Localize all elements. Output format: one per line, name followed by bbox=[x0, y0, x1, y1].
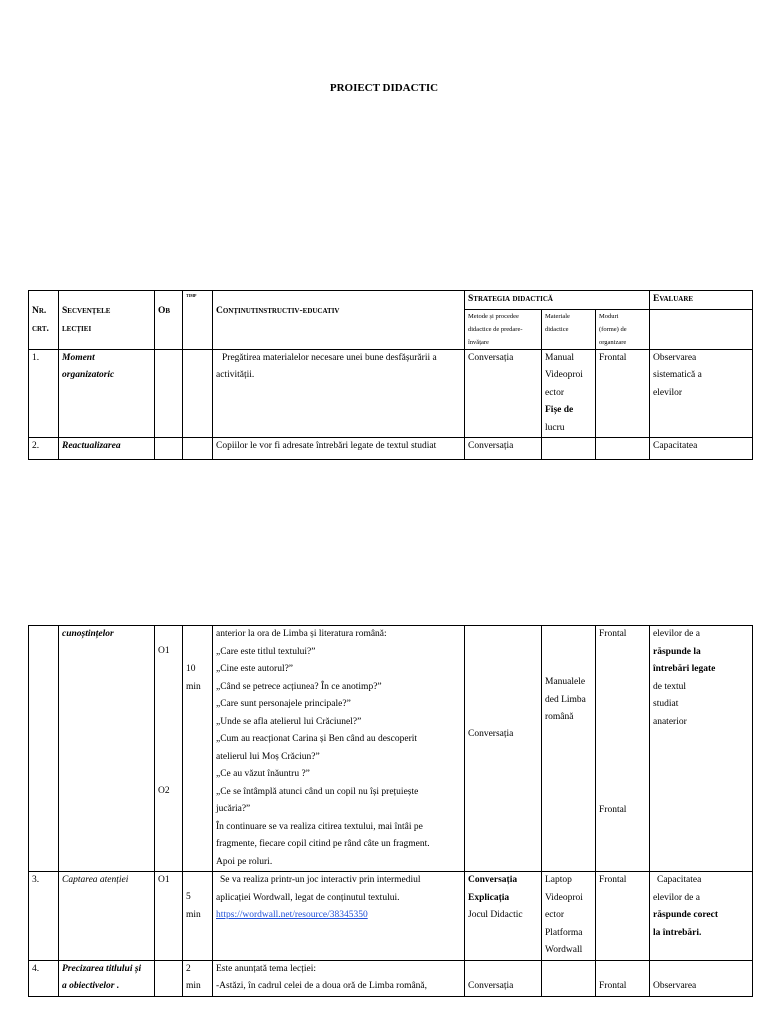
header-ob: Ob bbox=[155, 291, 183, 350]
row-ob bbox=[155, 438, 183, 460]
row-content: Este anunțată tema lecției: -Astăzi, în cadrul celei de a doua oră de Limba română, bbox=[213, 960, 465, 996]
row-materiale: Manualele ded Limba română bbox=[542, 626, 596, 872]
row-content: Copiilor le vor fi adresate întrebări legate de textul studiat bbox=[213, 438, 465, 460]
table-row bbox=[29, 626, 753, 872]
row-secventa: Precizarea titlului și a obiectivelor . bbox=[59, 960, 155, 996]
row-secventa: Captarea atenției bbox=[59, 872, 155, 961]
row-materiale bbox=[542, 438, 596, 460]
header-timp: timp bbox=[183, 291, 213, 350]
header-strategia: Strategia didactică bbox=[465, 291, 650, 310]
row-content: anterior la ora de Limba și literatura română: „Care este titlul textului?” „Cine este autorul?” „Când se petrece acțiunea? În ce anotimp?” „Care sunt personajele principale?” „Unde se afla atelierul lui Crăciunel?” „Cum au reacționat Carina și Ben când au descoperit atelierul lui Moș Crăciun?” „Ce au văzut înăuntru ?” „Ce se întâmplă atunci când un copil nu își prețuiește jucăria?” În continuare se va realiza citirea textului, mai întâi pe fragmente, fiecare copil citind pe rând câte un fragment. Apoi pe roluri. bbox=[213, 626, 465, 872]
header-secvente: Secvențele lecției bbox=[59, 291, 155, 350]
header-nr: Nr. crt. bbox=[29, 291, 59, 350]
table-row bbox=[29, 438, 753, 460]
row-evaluare: Observarea bbox=[650, 960, 753, 996]
row-metode: Conversația Explicația Jocul Didactic bbox=[465, 872, 542, 961]
table-row bbox=[29, 872, 753, 961]
row-secventa: Moment organizatoric bbox=[59, 349, 155, 438]
row-ob: O1 O2 bbox=[155, 626, 183, 872]
row-moduri: Frontal bbox=[596, 960, 650, 996]
table-row bbox=[29, 349, 753, 438]
lesson-plan-table-continued bbox=[28, 625, 753, 997]
row-metode: Conversația bbox=[465, 626, 542, 872]
row-moduri: Frontal bbox=[596, 349, 650, 438]
row-timp: 5 min bbox=[183, 872, 213, 961]
row-nr: 3. bbox=[29, 872, 59, 961]
row-secventa: Reactualizarea bbox=[59, 438, 155, 460]
row-nr: 2. bbox=[29, 438, 59, 460]
row-ob: O1 bbox=[155, 872, 183, 961]
row-moduri: Frontal Frontal bbox=[596, 626, 650, 872]
row-content: Se va realiza printr-un joc interactiv prin intermediul aplicației Wordwall, legat de conținutul textului. https://wordwall.net/resource/38345350 bbox=[213, 872, 465, 961]
row-evaluare: Capacitatea elevilor de a răspunde corect la întrebări. bbox=[650, 872, 753, 961]
row-materiale: Manual Videoproi ector Fișe de lucru bbox=[542, 349, 596, 438]
row-metode: Conversația bbox=[465, 349, 542, 438]
row-materiale: Laptop Videoproi ector Platforma Wordwall bbox=[542, 872, 596, 961]
row-nr bbox=[29, 626, 59, 872]
row-timp bbox=[183, 349, 213, 438]
header-continut: Conținutinstructiv-educativ bbox=[213, 291, 465, 350]
row-timp bbox=[183, 438, 213, 460]
header-evaluare-sub bbox=[650, 309, 753, 349]
row-moduri bbox=[596, 438, 650, 460]
header-evaluare: Evaluare bbox=[650, 291, 753, 310]
row-nr: 1. bbox=[29, 349, 59, 438]
row-ob bbox=[155, 960, 183, 996]
row-moduri: Frontal bbox=[596, 872, 650, 961]
row-metode: Conversația bbox=[465, 960, 542, 996]
wordwall-link[interactable]: https://wordwall.net/resource/38345350 bbox=[216, 910, 368, 920]
row-metode: Conversația bbox=[465, 438, 542, 460]
row-evaluare: elevilor de a răspunde la întrebări legate de textul studiat anaterior bbox=[650, 626, 753, 872]
row-timp: 2 min bbox=[183, 960, 213, 996]
row-content: Pregătirea materialelor necesare unei bune desfășurării a activității. bbox=[213, 349, 465, 438]
table-row bbox=[29, 960, 753, 996]
row-evaluare: Capacitatea bbox=[650, 438, 753, 460]
row-materiale bbox=[542, 960, 596, 996]
document-title: PROIECT DIDACTIC bbox=[329, 82, 439, 94]
lesson-plan-table-top bbox=[28, 290, 753, 460]
row-secventa: cunoștințelor bbox=[59, 626, 155, 872]
header-metode: Metode și procedee didactice de predare- învățare bbox=[465, 309, 542, 349]
header-materiale: Materiale didactice bbox=[542, 309, 596, 349]
row-nr: 4. bbox=[29, 960, 59, 996]
row-ob bbox=[155, 349, 183, 438]
row-evaluare: Observarea sistematică a elevilor bbox=[650, 349, 753, 438]
header-moduri: Moduri (forme) de organizare bbox=[596, 309, 650, 349]
row-timp: 10 min bbox=[183, 626, 213, 872]
